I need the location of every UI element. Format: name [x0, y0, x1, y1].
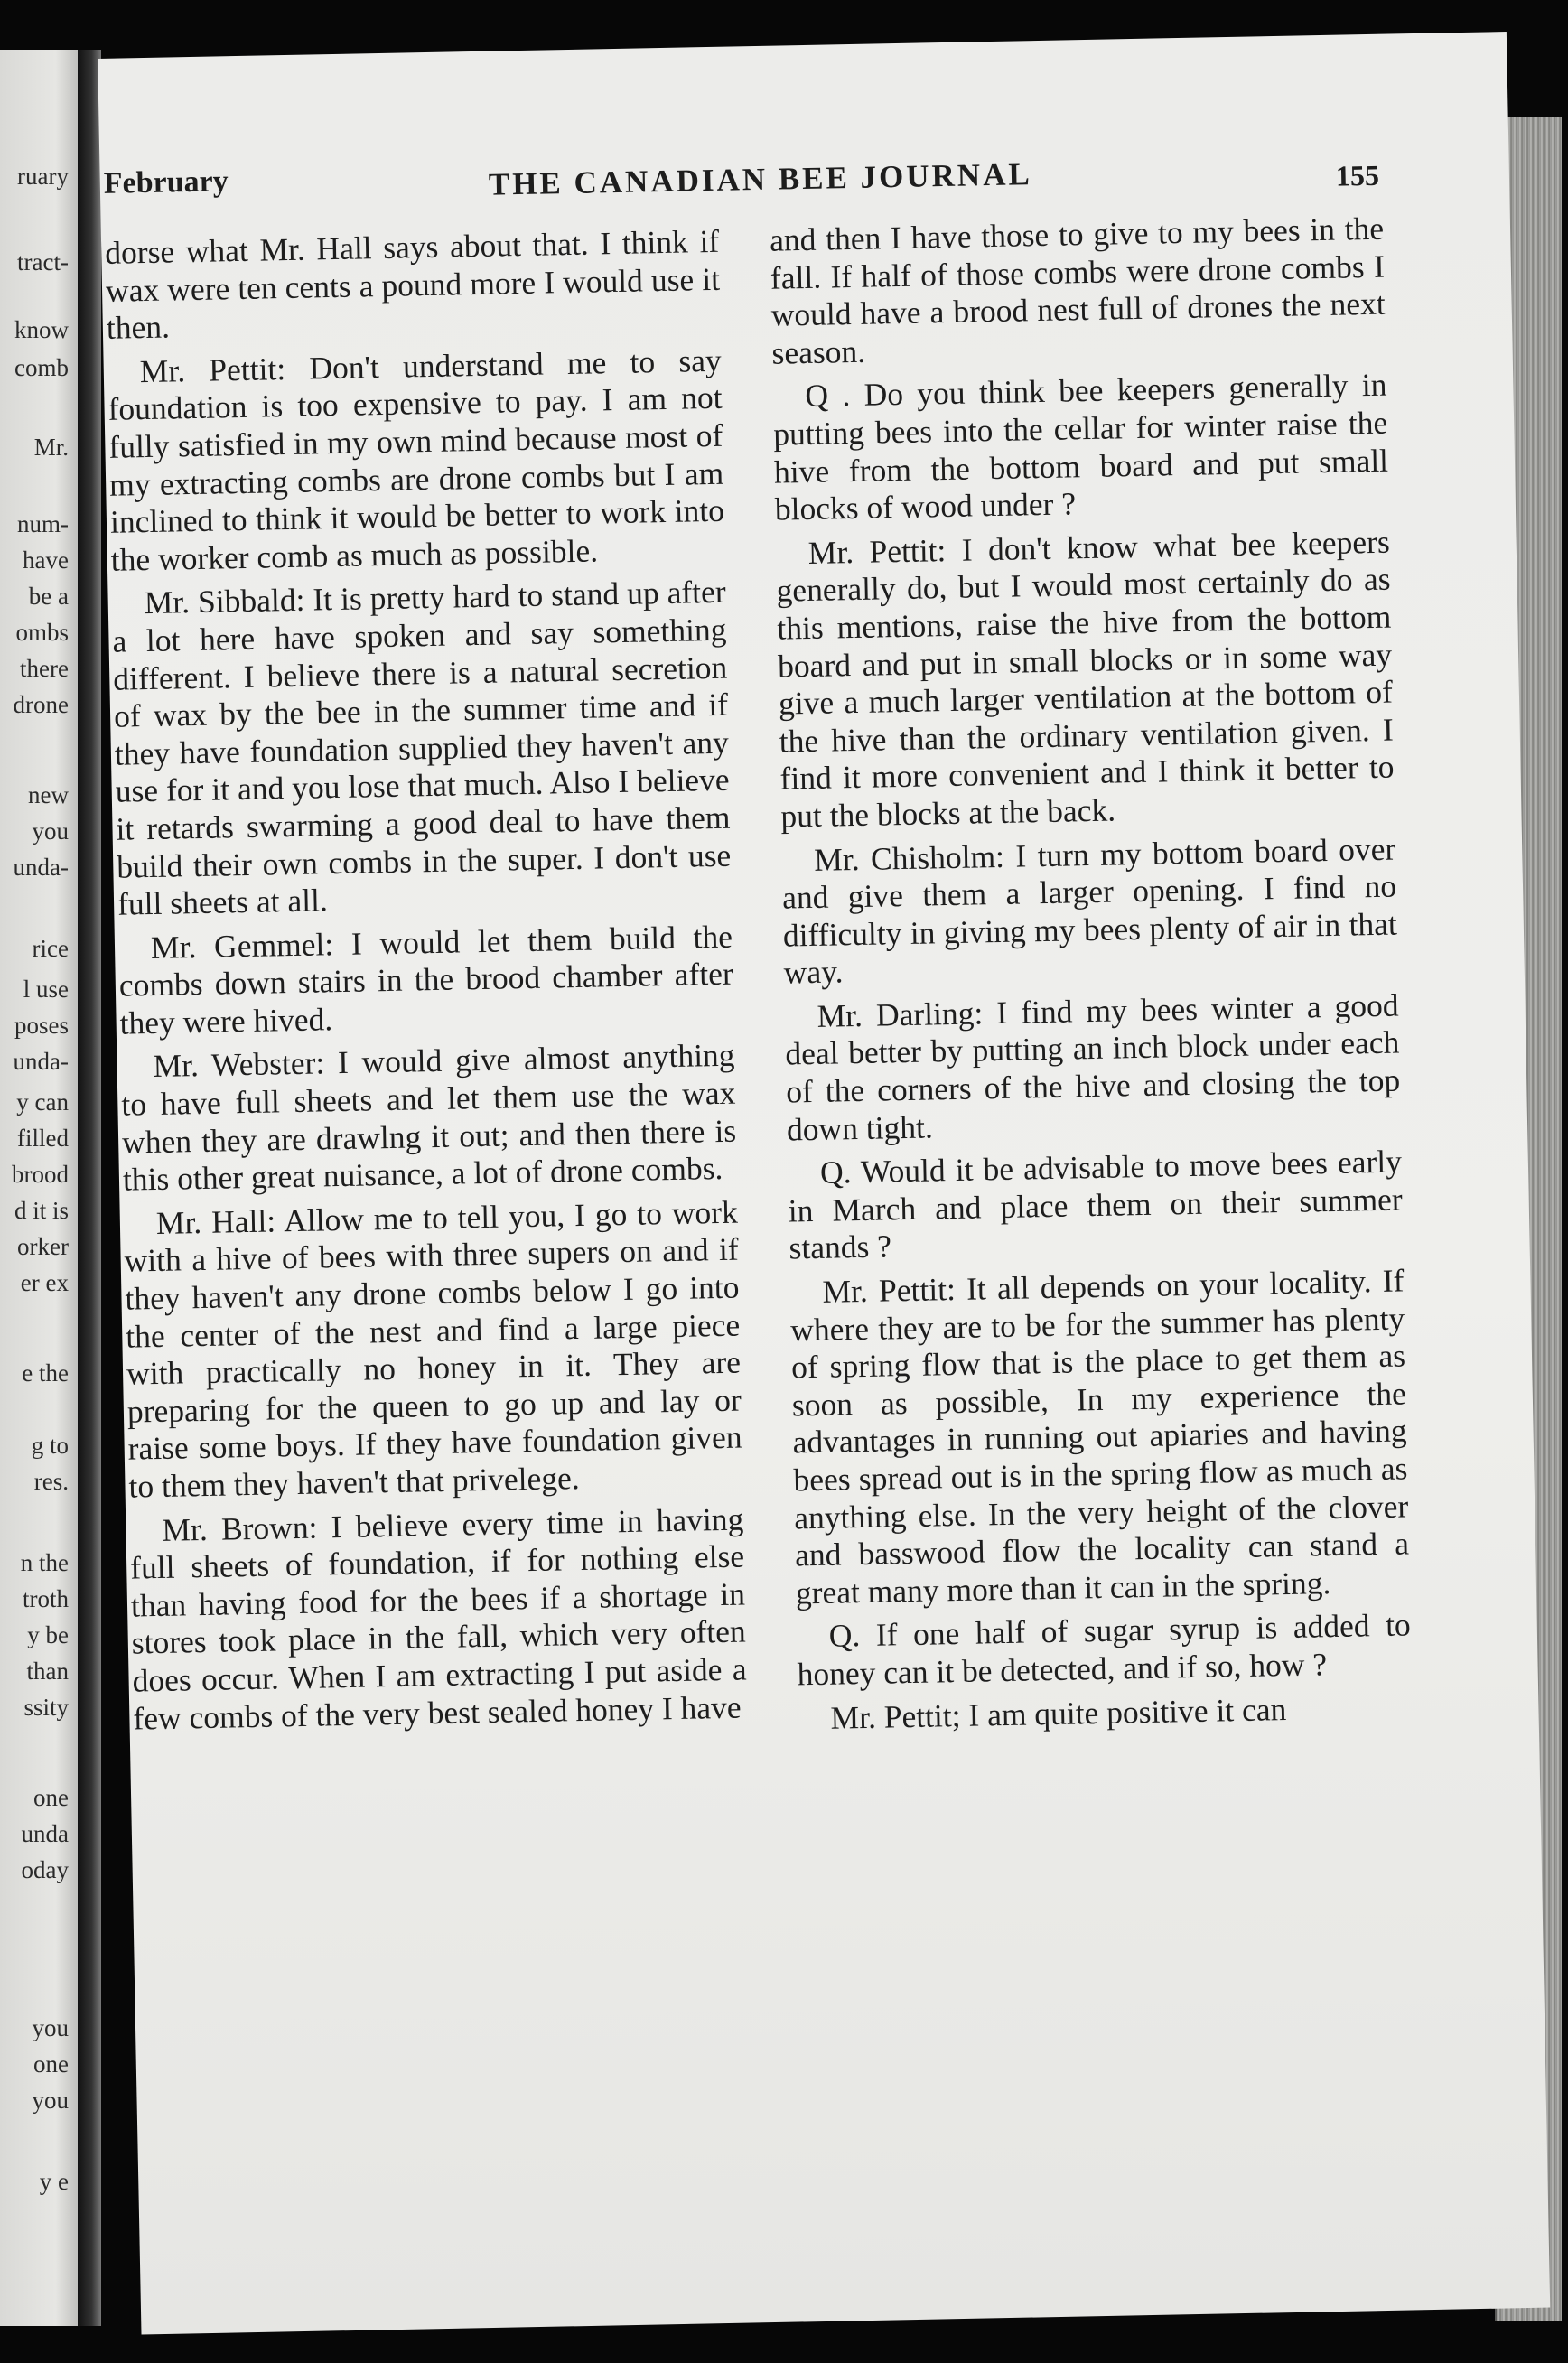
speaker-label: Mr. Pettit:: [822, 1271, 957, 1310]
speaker-label: Mr. Brown:: [162, 1508, 318, 1548]
paragraph-text: Would it be advisable to move bees early in March and place them on their summer stands ?: [788, 1143, 1404, 1266]
paragraph-text: I don't know what bee keepers generally do, but I would most certainly do as this mentions, raise the hive from the bottom board and put in small blocks or in some way give a much larger ventilation at the bottom of the hive than the ordinary ventilation given. I find it more convenient and I think it better to put the blocks at the back.: [776, 523, 1395, 835]
book-gutter: [78, 50, 101, 2326]
header-month: February: [103, 164, 229, 201]
previous-page-fragment: have: [23, 546, 69, 574]
speaker-label: Mr. Gemmel:: [150, 925, 334, 966]
paragraph: [772, 367, 1389, 528]
speaker-label: Mr. Pettit:: [807, 531, 947, 571]
right-column: [770, 210, 1413, 1744]
previous-page-fragment: orker: [17, 1233, 69, 1260]
previous-page-fragment: ssity: [23, 1694, 69, 1721]
previous-page-fragment: er ex: [20, 1269, 69, 1296]
previous-page-fragment: oday: [21, 1856, 69, 1883]
previous-page-fragment: drone: [13, 691, 69, 718]
previous-page-fragment: Mr.: [33, 434, 69, 461]
previous-page-fragment: ruary: [17, 163, 69, 190]
paragraph-text: I turn my bottom board over and give them a larger opening. I find no difficulty in giving my bees plenty of air in that way.: [781, 830, 1398, 991]
previous-page-fragment: g to: [31, 1432, 69, 1459]
journal-page: [98, 32, 1550, 2334]
paragraph: [124, 1193, 743, 1506]
previous-page-fragment: new: [28, 781, 69, 808]
paragraph: [789, 1262, 1410, 1611]
previous-page-fragment: you: [32, 2087, 69, 2114]
previous-page-fragment: poses: [14, 1012, 69, 1039]
speaker-label: Mr. Pettit:: [139, 350, 286, 389]
previous-page-fragment: l use: [23, 976, 69, 1003]
speaker-label: Mr. Pettit;: [830, 1696, 961, 1736]
paragraph: [105, 223, 721, 348]
previous-page-fragment: y can: [16, 1088, 69, 1116]
previous-page-edge: [0, 50, 79, 2326]
page-header: [99, 140, 1509, 221]
paragraph: [111, 574, 732, 923]
paragraph-text: Allow me to tell you, I go to work with a hive of bees with three supers on and if they haven't any drone combs below I go into the center of the nest and find a large piece with practically no honey in it. They are preparing for the queen to go up and lay or raise some boys. If they have foundation given to them they haven't that privelege.: [124, 1193, 742, 1505]
previous-page-fragment: you: [32, 2014, 69, 2041]
previous-page-fragment: than: [26, 1658, 69, 1685]
previous-page-fragment: res.: [33, 1468, 69, 1495]
previous-page-fragment: brood: [12, 1161, 69, 1188]
previous-page-fragment: filled: [17, 1125, 69, 1152]
previous-page-fragment: one: [33, 2050, 69, 2078]
previous-page-fragment: there: [20, 655, 69, 682]
speaker-label: Mr. Hall:: [155, 1202, 276, 1241]
speaker-label: Mr. Webster:: [153, 1044, 325, 1085]
speaker-label: Q.: [819, 1153, 852, 1191]
paragraph-text: If one half of sugar syrup is added to honey can it be detected, and if so, how ?: [797, 1606, 1412, 1693]
previous-page-fragment: tract-: [17, 248, 69, 276]
previous-page-fragment: rice: [32, 935, 69, 962]
previous-page-fragment: y be: [27, 1621, 69, 1648]
previous-page-fragment: unda-: [13, 1048, 69, 1075]
previous-page-fragment: one: [33, 1784, 69, 1811]
paragraph-text: Don't understand me to say foundation is too expensive to pay. I am not fully satisfied in my own mind because most of my extracting combs are drone combs but I am inclined to think it would be better to work into the worker comb as much as possible.: [107, 341, 725, 578]
previous-page-fragment: comb: [14, 354, 69, 381]
page-number: 155: [1335, 158, 1380, 192]
previous-page-fragment: n the: [20, 1549, 69, 1576]
paragraph-text: Do you think bee keepers generally in putting bees into the cellar for winter raise the hive from the bottom board and put small blocks of wood under ?: [772, 367, 1389, 528]
paragraph-text: dorse what Mr. Hall says about that. I think if wax were ten cents a pound more I would use it then.: [104, 222, 721, 347]
previous-page-fragment: d it is: [14, 1197, 69, 1224]
previous-page-fragment: ombs: [15, 619, 69, 646]
speaker-label: Mr. Darling:: [817, 995, 984, 1034]
previous-page-fragment: num-: [17, 510, 69, 537]
speaker-label: Q.: [828, 1617, 861, 1655]
paragraph: [796, 1607, 1411, 1694]
paragraph-text: I would let them build the combs down stairs in the brood chamber after they were hived.: [118, 918, 734, 1041]
paragraph-text: I believe every time in having full sheets of foundation, if for nothing else than having food for the bees if a shortage in stores took place in the fall, which very often does occur. When I am extracting I put aside a few combs of the very best sealed honey I have: [129, 1500, 747, 1737]
paragraph: [118, 918, 734, 1042]
paragraph: [775, 523, 1395, 836]
paragraph: [129, 1500, 748, 1738]
paragraph-text: It all depends on your locality. If where they are to be for the summer has plenty of spring flow that is the place to get them as soon as possible, In my experience the advantages in running out apiaries and having bees spread out is in the spring flow as much as anything else. In the very height of the clover and basswood flow the locality can stand a great many more than it can in the spring.: [789, 1262, 1410, 1611]
journal-title: THE CANADIAN BEE JOURNAL: [488, 156, 1033, 202]
paragraph-text: I find my bees winter a good deal better by putting an inch block under each of the corners of the hive and closing the top down tight.: [785, 986, 1401, 1148]
speaker-label: Mr. Sibbald:: [144, 582, 305, 621]
paragraph: [107, 342, 725, 580]
speaker-label: Q .: [805, 377, 851, 415]
paragraph-text: I would give almost anything to have full sheets and let them use the wax when they are drawlng it out; and then there is this other great nuisance, a lot of drone combs.: [120, 1037, 737, 1198]
paragraph-text: I am quite positive it can: [968, 1690, 1287, 1733]
left-column: [105, 223, 748, 1744]
paragraph: [770, 210, 1386, 372]
paragraph-text: It is pretty hard to stand up after a lot here have spoken and say something different. I believe there is a natural secretion of wax by the bee in the summer time and if they have foundation supplied they haven't any use for it and you lose that much. Also I believe it retards swarming a good deal to have them build their own combs in the super. I don't use full sheets at all.: [112, 574, 732, 922]
paragraph: [120, 1037, 737, 1199]
paragraph: [788, 1144, 1404, 1268]
paragraph: [784, 986, 1401, 1148]
speaker-label: Mr. Chisholm:: [813, 837, 1005, 878]
previous-page-fragment: unda: [21, 1820, 69, 1847]
previous-page-fragment: unda-: [13, 854, 69, 881]
previous-page-fragment: know: [14, 316, 69, 343]
previous-page-fragment: y e: [39, 2168, 69, 2195]
previous-page-fragment: e the: [22, 1359, 69, 1387]
paragraph-text: and then I have those to give to my bees in the fall. If half of those combs were drone combs I would have a brood nest full of drones the next season.: [769, 210, 1386, 371]
previous-page-fragment: be a: [28, 583, 69, 610]
paragraph: [798, 1688, 1413, 1738]
paragraph: [781, 830, 1398, 992]
previous-page-fragment: troth: [23, 1585, 69, 1612]
previous-page-fragment: you: [32, 817, 69, 845]
